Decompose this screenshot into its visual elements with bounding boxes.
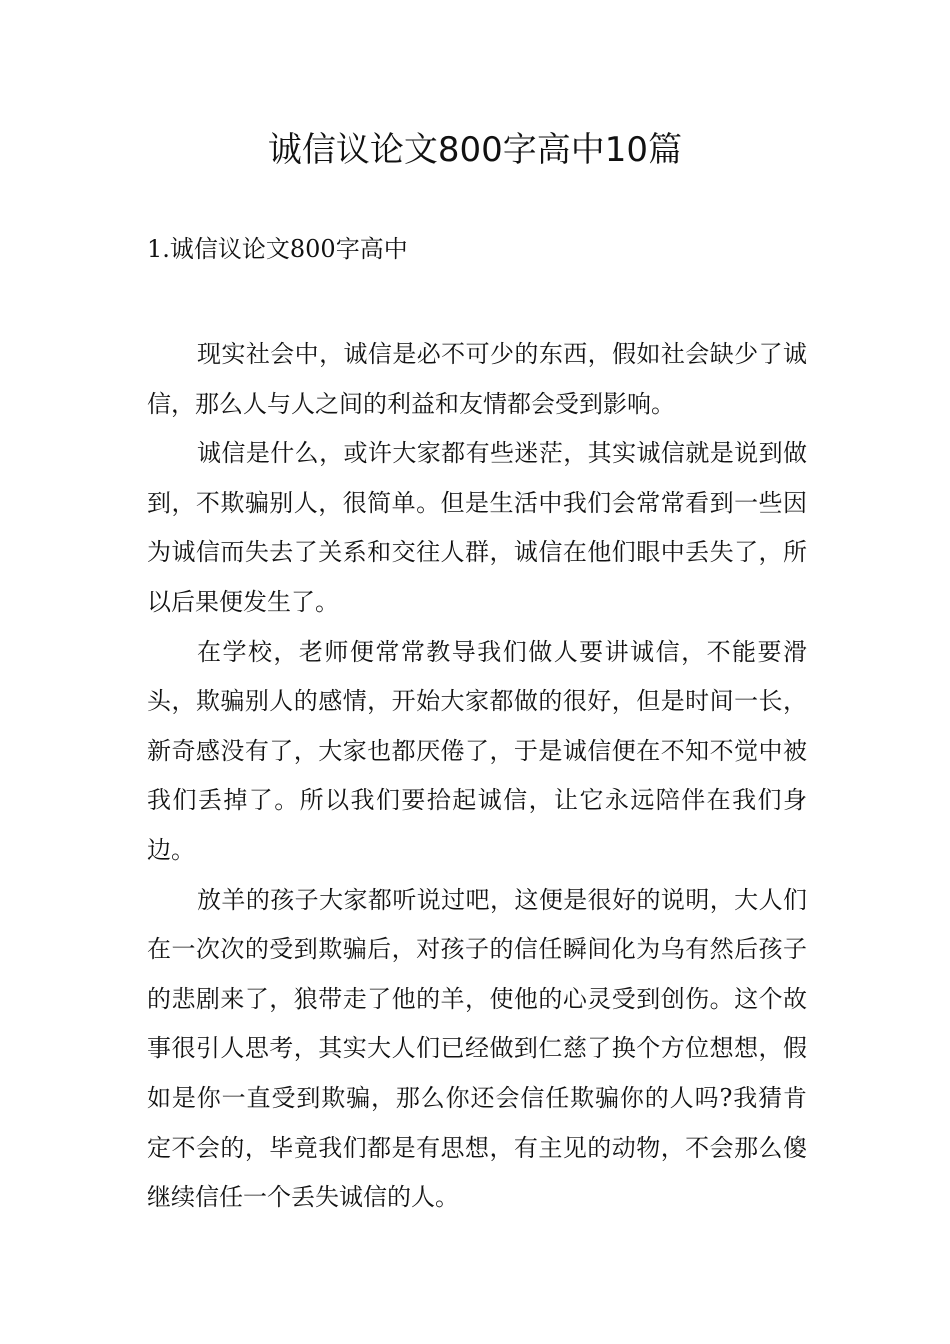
essay-paragraph-2: 诚信是什么，或许大家都有些迷茫，其实诚信就是说到做到，不欺骗别人，很简单。但是生活中我们会常常看到一些因为诚信而失去了关系和交往人群，诚信在他们眼中丢失了，所以后果便发生了。 xyxy=(147,439,807,616)
essay-paragraph-3: 在学校，老师便常常教导我们做人要讲诚信，不能要滑头，欺骗别人的感情，开始大家都做的很好，但是时间一长，新奇感没有了，大家也都厌倦了，于是诚信便在不知不觉中被我们丢掉了。所以我们要拾起诚信，让它永远陪伴在我们身边。 xyxy=(147,637,807,864)
document-title: 诚信议论文800字高中10篇 xyxy=(267,130,683,170)
essay-body xyxy=(147,330,807,1223)
essay-paragraph-4: 放羊的孩子大家都听说过吧，这便是很好的说明，大人们在一次次的受到欺骗后，对孩子的信任瞬间化为乌有然后孩子的悲剧来了，狼带走了他的羊，使他的心灵受到创伤。这个故事很引人思考，其实大人们已经做到仁慈了换个方位想想，假如是你一直受到欺骗，那么你还会信任欺骗你的人吗?我猜肯定不会的，毕竟我们都是有思想，有主见的动物，不会那么傻继续信任一个丢失诚信的人。 xyxy=(147,885,807,1212)
section-heading: 1.诚信议论文800字高中 xyxy=(147,235,408,263)
essay-paragraph-1: 现实社会中，诚信是必不可少的东西，假如社会缺少了诚信，那么人与人之间的利益和友情都会受到影响。 xyxy=(147,340,807,418)
